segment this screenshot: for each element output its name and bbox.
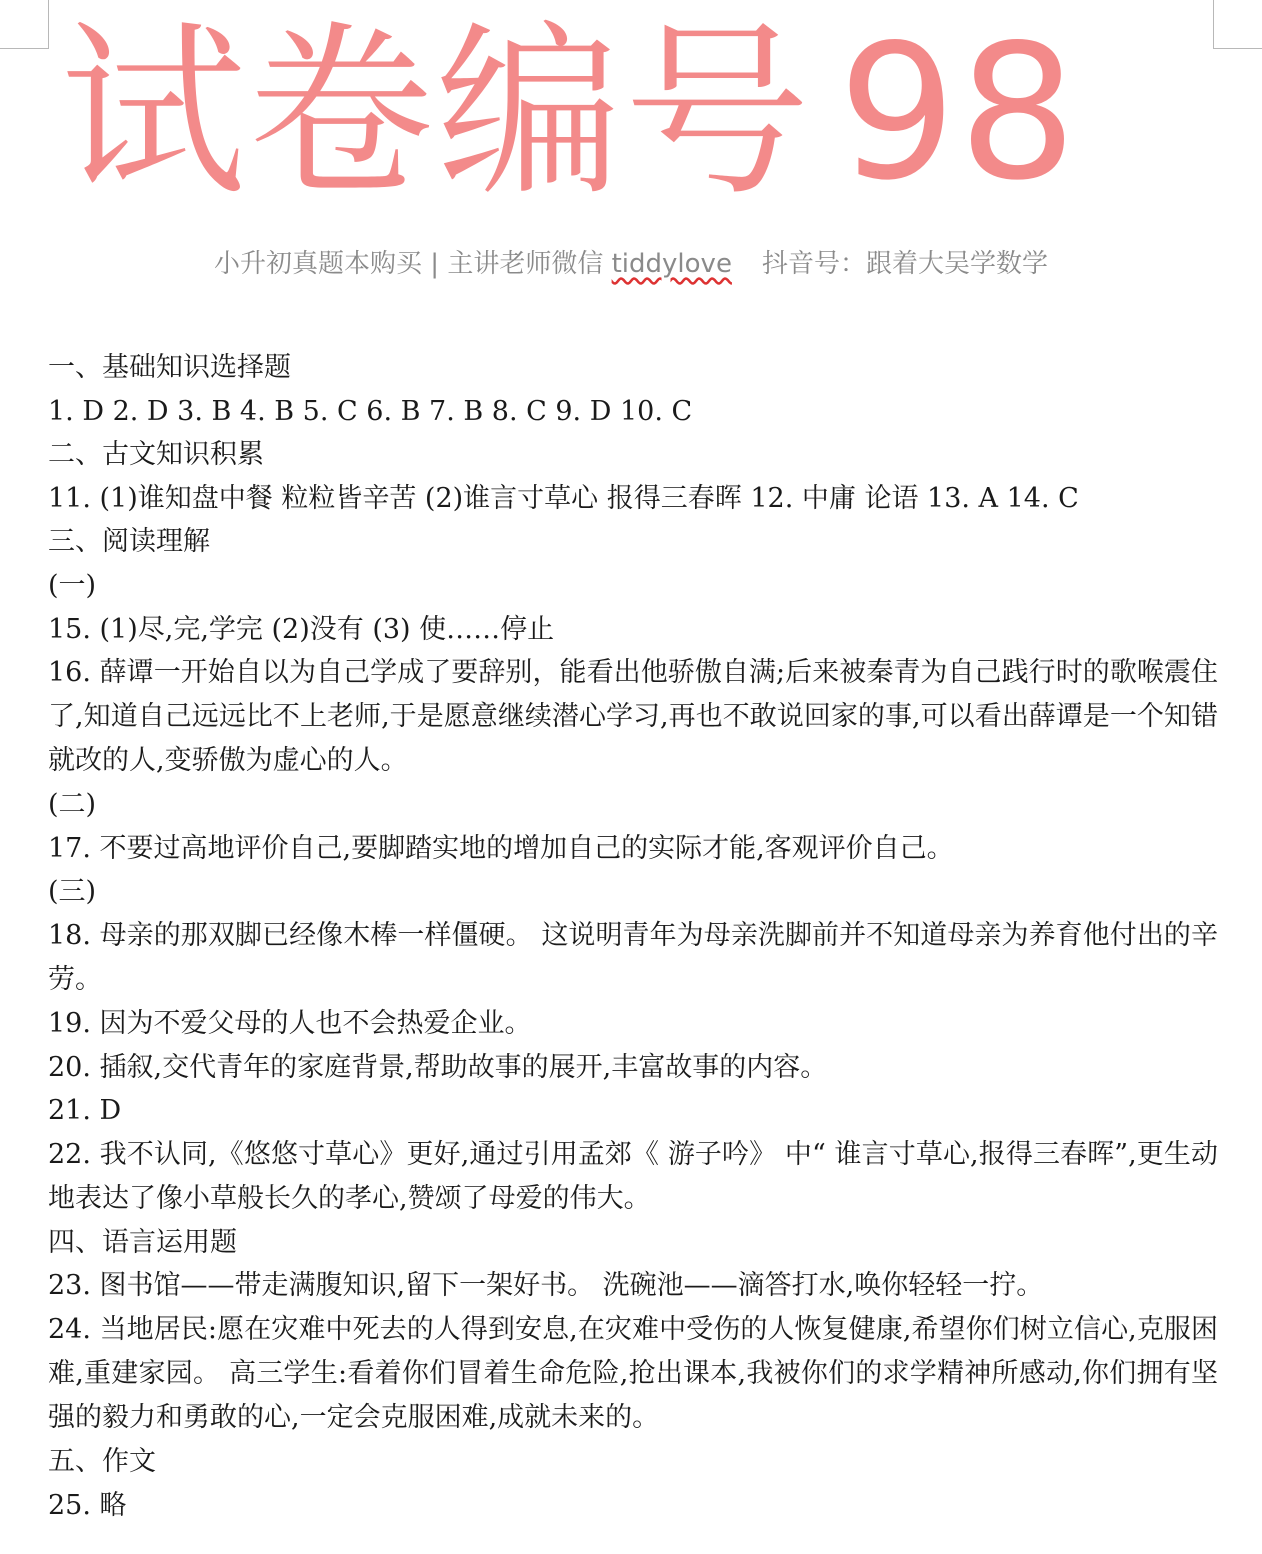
subtitle-wechat-id: tiddylove [611, 249, 732, 279]
crop-mark-top-left [0, 0, 49, 49]
section-heading-1: 一、基础知识选择题 [48, 352, 291, 383]
title-number: 98 [838, 4, 1079, 221]
section-heading-5: 五、作文 [48, 1445, 156, 1477]
answer-18: 18. 母亲的那双脚已经像木棒一样僵硬。 这说明青年为母亲洗脚前并不知道母亲为养育他付出的辛劳。 [48, 919, 1218, 995]
crop-mark-top-right [1213, 0, 1262, 49]
answer-22: 22. 我不认同,《悠悠寸草心》更好,通过引用孟郊《 游子吟》 中“ 谁言寸草心,报得三春晖”,更生动地表达了像小草般长久的孝心,赞颂了母爱的伟大。 [48, 1138, 1218, 1214]
answer-25: 25. 略 [48, 1489, 127, 1521]
answer-16: 16. 薛谭一开始自以为自己学成了要辞别，能看出他骄傲自满;后来被秦青为自己践行时的歌喉震住了,知道自己远远比不上老师,于是愿意继续潜心学习,再也不敢说回家的事,可以看出薛谭是一个知错就改的人,变骄傲为虚心的人。 [48, 657, 1218, 777]
answer-15: 15. (1)尽,完,学完 (2)没有 (3) 使……停止 [48, 613, 555, 645]
answer-19: 19. 因为不爱父母的人也不会热爱企业。 [48, 1007, 532, 1039]
answer-content [48, 346, 1218, 1527]
section-heading-3: 三、阅读理解 [48, 526, 210, 558]
answer-20: 20. 插叙,交代青年的家庭背景,帮助故事的展开,丰富故事的内容。 [48, 1051, 828, 1083]
reading-part-3: (三) [48, 876, 97, 908]
section-heading-2: 二、古文知识积累 [48, 439, 264, 471]
reading-part-1: (一) [48, 569, 97, 601]
subtitle-right: 抖音号：跟着大吴学数学 [761, 249, 1048, 279]
answer-17: 17. 不要过高地评价自己,要脚踏实地的增加自己的实际才能,客观评价自己。 [48, 832, 954, 864]
answer-24: 24. 当地居民:愿在灾难中死去的人得到安息,在灾难中受伤的人恢复健康,希望你们树立信心,克服困难,重建家园。 高三学生:看着你们冒着生命危险,抢出课本,我被你们的求学精神所感动,你们拥有坚强的毅力和勇敢的心,一定会克服困难,成就未来的。 [48, 1313, 1218, 1433]
section-heading-4: 四、语言运用题 [48, 1226, 237, 1258]
answer-21: 21. D [48, 1095, 122, 1127]
subtitle-left: 小升初真题本购买 | 主讲老师微信 [214, 249, 612, 279]
exam-number-title [60, 0, 1220, 225]
reading-part-2: (二) [48, 789, 97, 821]
subtitle-line [0, 244, 1262, 284]
answer-23: 23. 图书馆——带走满腹知识,留下一架好书。 洗碗池——滴答打水,唤你轻轻一拧。 [48, 1270, 1044, 1302]
answer-line-1-10: 1. D 2. D 3. B 4. B 5. C 6. B 7. B 8. C 9. D 10. C [48, 395, 693, 427]
title-text: 试卷编号 [60, 4, 813, 221]
answer-line-11-14: 11. (1)谁知盘中餐 粒粒皆辛苦 (2)谁言寸草心 报得三春晖 12. 中庸 论语 13. A 14. C [48, 482, 1079, 514]
